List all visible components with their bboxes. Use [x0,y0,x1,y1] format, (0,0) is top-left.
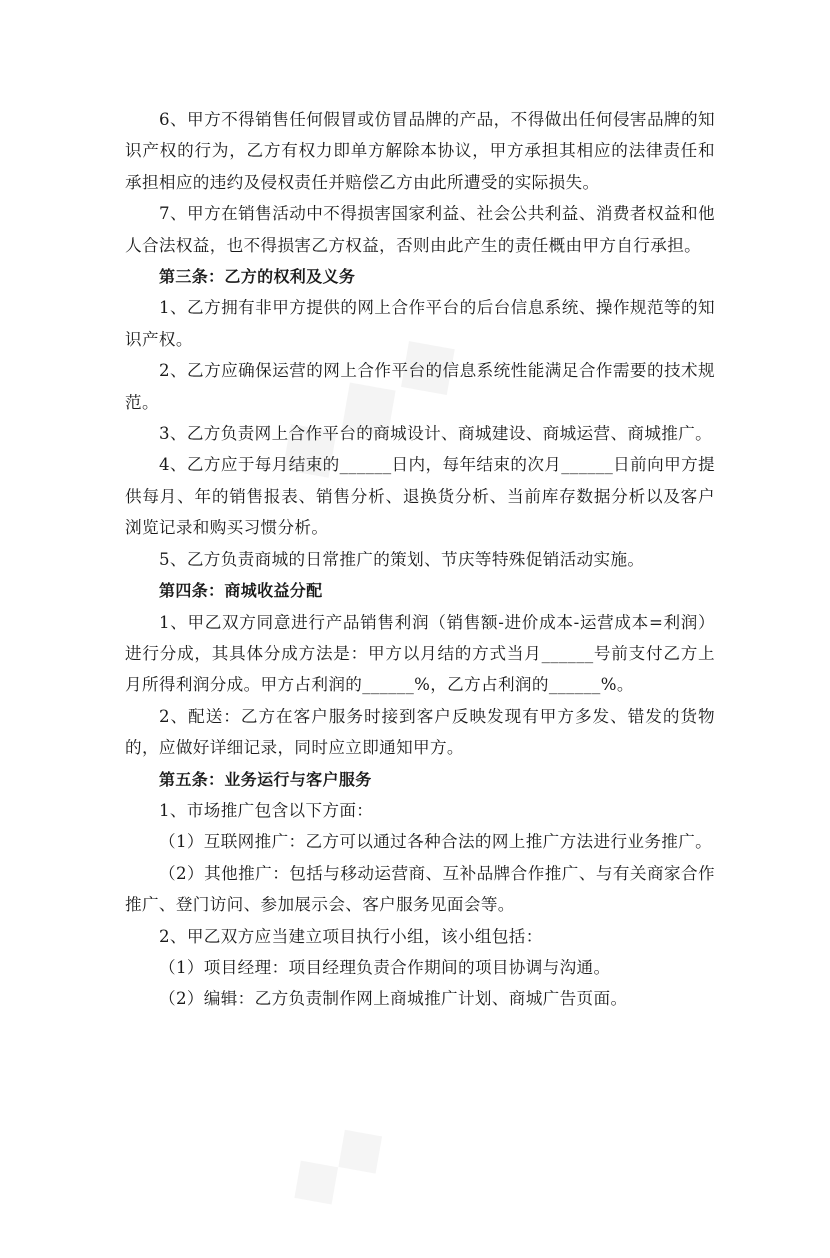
section-heading-3: 第三条：乙方的权利及义务 [159,267,356,287]
clause-5-item-1: 1、市场推广包含以下方面： [159,800,374,820]
clause-2-item-6: 6、甲方不得销售任何假冒或仿冒品牌的产品，不得做出任何侵害品牌的知识产权的行为，乙方有权力即单方解除本协议，甲方承担其相应的法律责任和承担相应的违约及侵权责任并赔偿乙方由此所遭受的实际损失。 [125,110,715,192]
clause-4-item-1: 1、甲乙双方同意进行产品销售利润（销售额-进价成本-运营成本=利润）进行分成，其具体分成方法是：甲方以月结的方式当月______号前支付乙方上月所得利润分成。甲方占利润的______%，乙方占利润的______%。 [125,612,715,695]
clause-5-item-1-sub-2: （2）其他推广：包括与移动运营商、互补品牌合作推广、与有关商家合作推广、登门访问、参加展示会、客户服务见面会等。 [125,863,715,915]
clause-5-item-1-sub-1: （1）互联网推广：乙方可以通过各种合法的网上推广方法进行业务推广。 [159,832,713,852]
clause-3-item-1: 1、乙方拥有非甲方提供的网上合作平台的后台信息系统、操作规范等的知识产权。 [125,298,715,349]
clause-3-item-4: 4、乙方应于每月结束的______日内，每年结束的次月______日前向甲方提供每月、年的销售报表、销售分析、退换货分析、当前库存数据分析以及客户浏览记录和购买习惯分析。 [125,455,715,538]
section-heading-4: 第四条：商城收益分配 [159,581,323,601]
clause-3-item-2: 2、乙方应确保运营的网上合作平台的信息系统性能满足合作需要的技术规范。 [125,361,715,412]
clause-4-item-2: 2、配送：乙方在客户服务时接到客户反映发现有甲方多发、错发的货物的，应做好详细记录，同时应立即通知甲方。 [125,706,715,758]
section-heading-5: 第五条：业务运行与客户服务 [159,769,372,789]
clause-3-item-5: 5、乙方负责商城的日常推广的策划、节庆等特殊促销活动实施。 [159,549,645,569]
watermark-bottom [267,1022,532,1258]
clause-5-item-2-sub-2: （2）编辑：乙方负责制作网上商城推广计划、商城广告页面。 [159,989,628,1009]
clause-3-item-3: 3、乙方负责网上合作平台的商城设计、商城建设、商城运营、商城推广。 [159,424,713,444]
document-body [125,104,715,1015]
clause-5-item-2-sub-1: （1）项目经理：项目经理负责合作期间的项目协调与沟通。 [159,957,611,977]
clause-2-item-7: 7、甲方在销售活动中不得损害国家利益、社会公共利益、消费者权益和他人合法权益，也不得损害乙方权益，否则由此产生的责任概由甲方自行承担。 [125,204,715,255]
clause-5-item-2: 2、甲乙双方应当建立项目执行小组，该小组包括： [159,926,543,946]
